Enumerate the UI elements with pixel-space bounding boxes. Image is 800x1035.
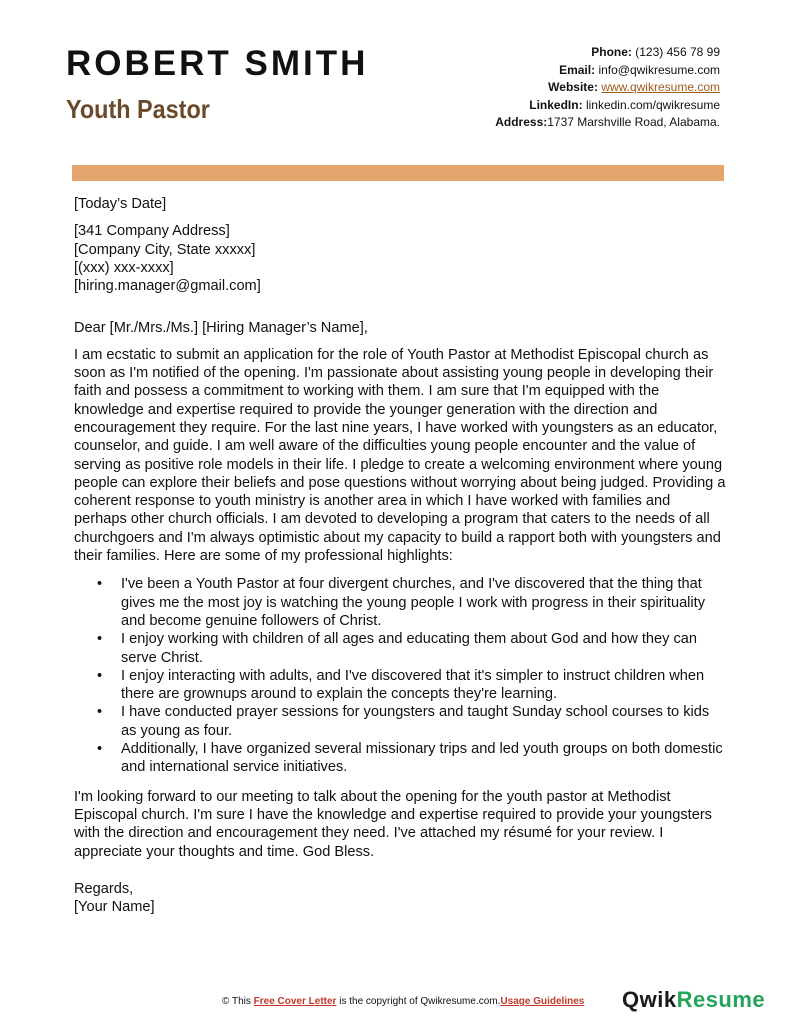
free-cover-letter-link[interactable]: Free Cover Letter	[253, 996, 337, 1007]
job-title: Youth Pastor	[66, 94, 210, 124]
address-label: Address:	[495, 115, 548, 130]
bullet-icon: •	[97, 576, 103, 593]
letter-date: [Today’s Date]	[74, 196, 167, 212]
closing-paragraph: I'm looking forward to our meeting to talk about the opening for the youth pastor at Methodist Episcopal church. I'm sure I have the knowledge and expertise required to provide your youngsters with the direction and encouragement they need. I've attached my résumé for your review. I appreciate your thoughts and time. God Bless.	[74, 788, 712, 860]
copyright-middle: is the copyright of Qwikresume.com.	[336, 996, 501, 1007]
highlight-text: Additionally, I have organized several missionary trips and led youth groups on both domestic and international service initiatives.	[121, 741, 723, 776]
salutation: Dear [Mr./Mrs./Ms.] [Hiring Manager’s Name],	[74, 320, 368, 337]
highlight-text: I have conducted prayer sessions for youngsters and taught Sunday school courses to kids as young as four.	[121, 704, 710, 739]
recipient-block	[74, 222, 726, 295]
logo-dark-text: Qwik	[622, 987, 677, 1012]
contact-email	[495, 62, 720, 80]
recipient-line: [Company City, State xxxxx]	[74, 241, 256, 258]
list-item	[74, 575, 726, 630]
bullet-icon: •	[97, 741, 103, 758]
linkedin-value: linkedin.com/qwikresume	[585, 97, 720, 112]
intro-paragraph: I am ecstatic to submit an application for the role of Youth Pastor at Methodist Episcopal church as soon as I'm notified of the opening. I'm passionate about assisting young people in developing their faith and possess a commitment to working with them. I am sure that I'm equipped with the knowledge and expertise required to provide the younger generation with the direction and encouragement they require. For the last nine years, I have worked with youngsters as an educator, counselor, and guide. I am well aware of the difficulties young people encounter and the value of serving as positive role models in their life. I pledge to create a welcoming environment where young people can explore their beliefs and pose questions without worrying about being judged. Providing a coherent response to youth ministry is another area in which I have worked with families and perhaps other church officials. I am devoted to developing a program that caters to the needs of all churchgoers and I'm always optimistic about my capacity to build a rapport both with youngsters and their families. Here are some of my professional highlights:	[74, 346, 726, 565]
signature-name: [Your Name]	[74, 899, 155, 916]
signoff: Regards,	[74, 880, 134, 897]
contact-website	[495, 79, 720, 97]
address-value: 1737 Marshville Road, Alabama.	[547, 115, 720, 130]
logo-green-text: Resume	[676, 987, 766, 1012]
phone-label: Phone:	[591, 45, 632, 59]
highlight-text: I enjoy working with children of all ages and educating them about God and how they can serve Christ.	[121, 631, 698, 666]
linkedin-label: LinkedIn:	[529, 97, 583, 112]
email-value: info@qwikresume.com	[598, 62, 720, 77]
contact-linkedin	[495, 97, 720, 115]
email-label: Email:	[559, 62, 596, 77]
contact-address	[495, 114, 720, 132]
contact-phone	[495, 44, 720, 62]
list-item	[74, 667, 726, 704]
copyright-prefix: © This	[222, 996, 254, 1007]
letter-body	[74, 195, 726, 916]
list-item	[74, 740, 726, 777]
contact-block	[495, 44, 720, 132]
recipient-line: [hiring.manager@gmail.com]	[74, 278, 261, 295]
list-item	[74, 630, 726, 667]
bullet-icon: •	[97, 667, 103, 684]
list-item	[74, 703, 726, 740]
usage-guidelines-link[interactable]: Usage Guidelines	[500, 996, 585, 1007]
accent-divider-bar	[72, 165, 724, 181]
highlights-list	[74, 575, 726, 776]
bullet-icon: •	[97, 704, 103, 721]
qwikresume-logo	[622, 987, 765, 1013]
highlight-text: I enjoy interacting with adults, and I've discovered that it's simpler to instruct children when there are grownups around to explain the concepts they're learning.	[121, 667, 705, 703]
recipient-line: [(xxx) xxx-xxxx]	[74, 259, 174, 276]
page-footer	[0, 987, 800, 1013]
bullet-icon: •	[97, 631, 103, 648]
copyright-notice	[222, 996, 584, 1007]
website-link[interactable]: www.qwikresume.com	[601, 80, 720, 95]
candidate-name: ROBERT SMITH	[66, 44, 369, 83]
phone-value: (123) 456 78 99	[635, 45, 720, 59]
website-label: Website:	[548, 80, 598, 95]
highlight-text: I've been a Youth Pastor at four divergent churches, and I've discovered that the thing that gives me the most joy is watching the young people I work with progress in their spirituality and become genuine followers of Christ.	[121, 576, 706, 629]
recipient-line: [341 Company Address]	[74, 223, 230, 240]
